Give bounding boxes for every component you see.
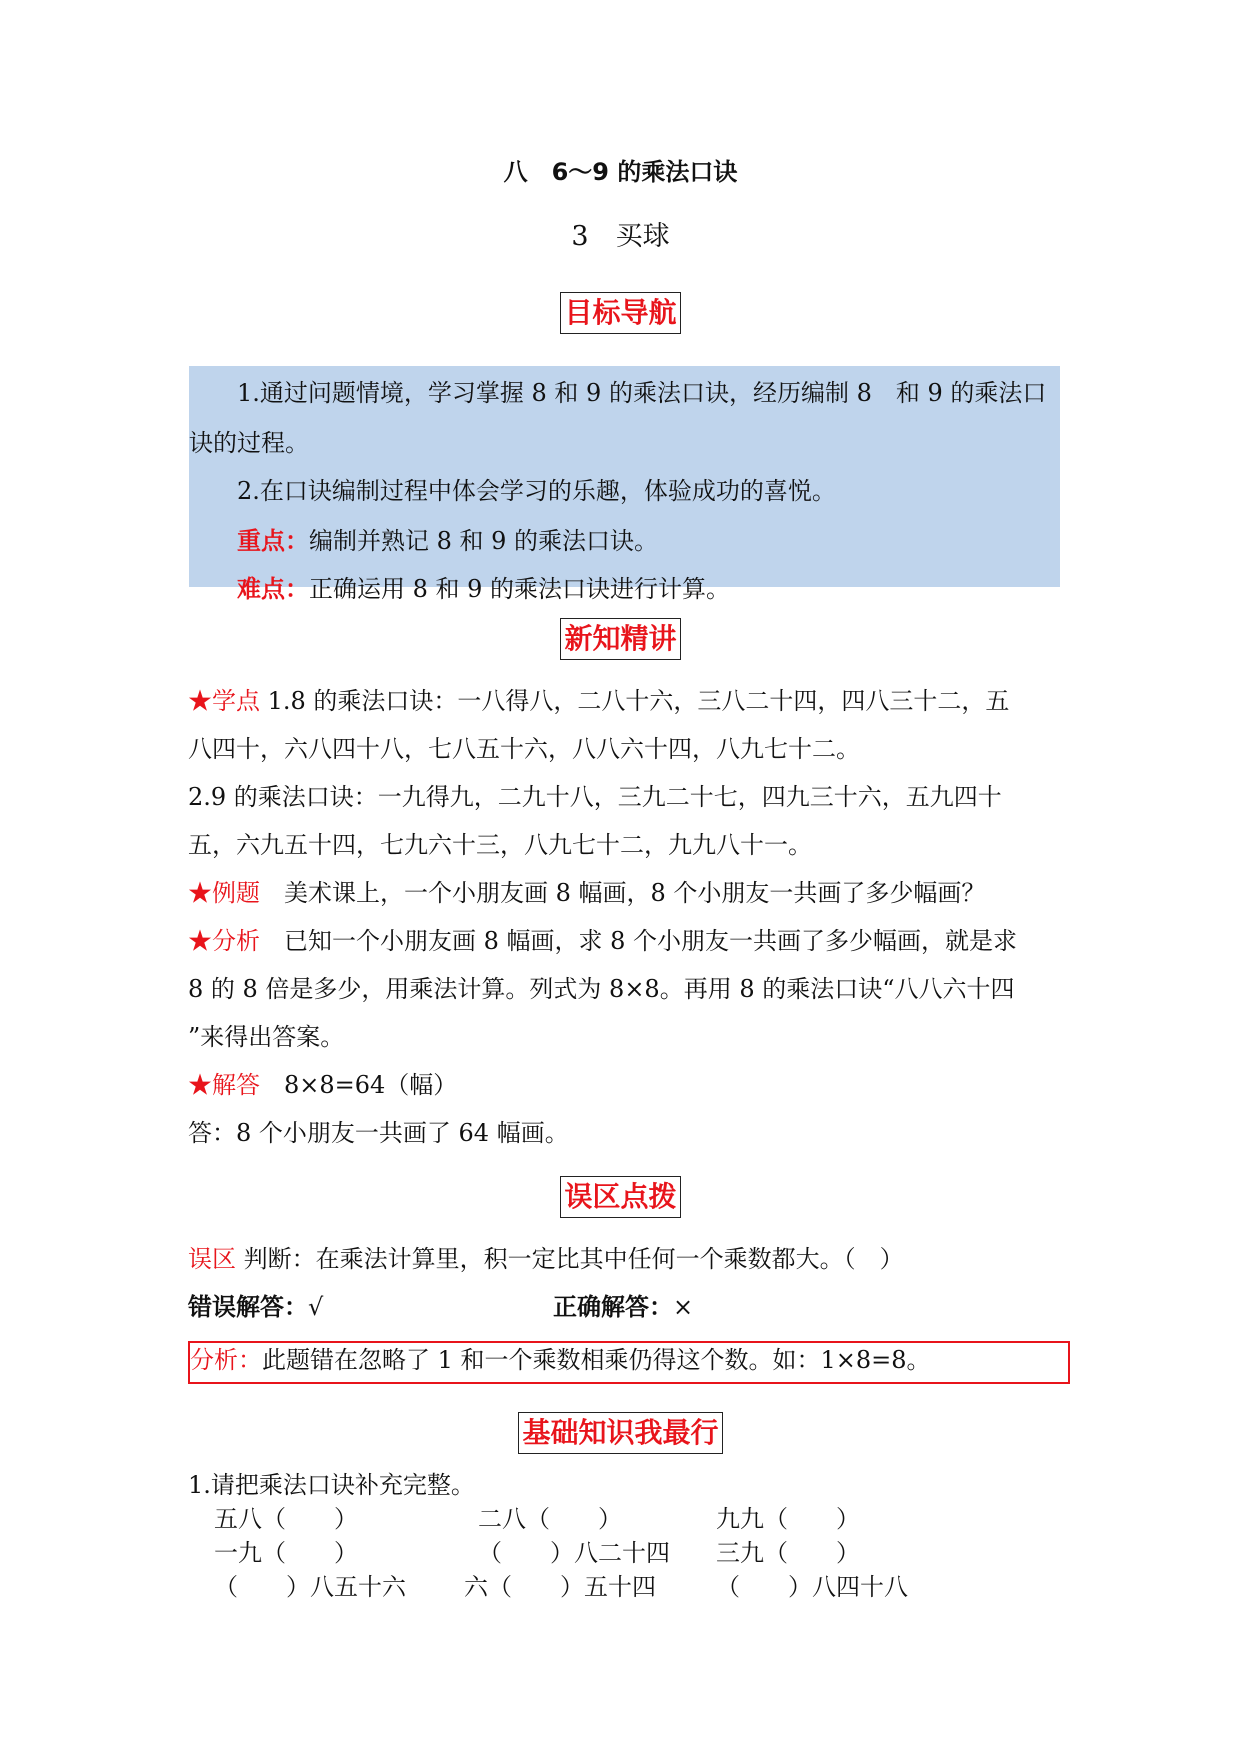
- answer-label: ★解答: [188, 1071, 260, 1099]
- exercise-blank: 三九（ ）: [716, 1539, 860, 1567]
- analysis-line-2: 8 的 8 倍是多少，用乘法计算。列式为 8×8。再用 8 的乘法口诀“八八六十四: [188, 975, 1015, 1003]
- right-answer: 正确解答：×: [553, 1293, 694, 1321]
- section-heading-goals: 目标导航: [0, 292, 1241, 334]
- point-line-3: 2.9 的乘法口诀：一九得九，二九十八，三九二十七，四九三十六，五九四十: [188, 783, 1002, 811]
- example: ★例题 美术课上，一个小朋友画 8 幅画，8 个小朋友一共画了多少幅画？: [188, 879, 986, 907]
- goal-line-1a: 1.通过问题情境，学习掌握 8 和 9 的乘法口诀，经历编制 8 和 9 的乘法口: [237, 379, 1047, 407]
- answer-final: 答：8 个小朋友一共画了 64 幅画。: [188, 1119, 569, 1147]
- point-line-4: 五，六九五十四，七九六十三，八九七十二，九九八十一。: [188, 831, 812, 859]
- exercise-blank: 六（ ）五十四: [464, 1573, 656, 1601]
- mistake-label: 误区: [188, 1245, 236, 1273]
- page-title: 八 6～9 的乘法口诀: [503, 158, 738, 186]
- section-heading-basics: 基础知识我最行: [0, 1412, 1241, 1454]
- mistake-analysis-box: [188, 1341, 1070, 1384]
- difficult-point-label: 难点：: [237, 575, 309, 603]
- analysis-line-3: ”来得出答案。: [188, 1023, 345, 1051]
- key-point-text: 编制并熟记 8 和 9 的乘法口诀。: [309, 527, 659, 555]
- exercise-blank: 五八（ ）: [214, 1505, 358, 1533]
- answer: ★解答 8×8=64（幅）: [188, 1071, 458, 1099]
- mistake-analysis-label: 分析：: [190, 1346, 262, 1374]
- section-heading-lecture: 新知精讲: [0, 618, 1241, 660]
- exercise-blank: 二八（ ）: [478, 1505, 622, 1533]
- key-point: [237, 516, 658, 566]
- goal-line-2: 2.在口诀编制过程中体会学习的乐趣，体验成功的喜悦。: [237, 477, 836, 505]
- point-label: ★学点: [188, 687, 260, 715]
- exercise-blank: （ ）八四十八: [716, 1573, 908, 1601]
- exercise-1-prompt: 1.请把乘法口诀补充完整。: [188, 1471, 475, 1499]
- exercise-blank: 一九（ ）: [214, 1539, 358, 1567]
- point-line-1: ★学点 1.8 的乘法口诀：一八得八，二八十六，三八二十四，四八三十二，五: [188, 687, 1010, 715]
- section-heading-mistakes: 误区点拨: [0, 1176, 1241, 1218]
- lesson-title: 3 买球: [571, 221, 670, 252]
- exercise-blank: （ ）八五十六: [214, 1573, 406, 1601]
- exercise-blank: 九九（ ）: [716, 1505, 860, 1533]
- mistake-analysis: 分析：此题错在忽略了 1 和一个乘数相乘仍得这个数。如：1×8=8。: [190, 1346, 931, 1374]
- wrong-answer: 错误解答：√: [188, 1293, 324, 1321]
- exercise-blank: （ ）八二十四: [478, 1539, 670, 1567]
- analysis-line-1: ★分析 已知一个小朋友画 8 幅画，求 8 个小朋友一共画了多少幅画，就是求: [188, 927, 1018, 955]
- mistake-question: 误区 判断：在乘法计算里，积一定比其中任何一个乘数都大。（ ）: [188, 1245, 904, 1273]
- analysis-label: ★分析: [188, 927, 260, 955]
- example-label: ★例题: [188, 879, 260, 907]
- goal-line-1b: 诀的过程。: [189, 429, 309, 457]
- key-point-label: 重点：: [237, 527, 309, 555]
- difficult-point-text: 正确运用 8 和 9 的乘法口诀进行计算。: [309, 575, 731, 603]
- difficult-point: [237, 564, 730, 614]
- goals-box: [189, 366, 1060, 603]
- point-line-2: 八四十，六八四十八，七八五十六，八八六十四，八九七十二。: [188, 735, 860, 763]
